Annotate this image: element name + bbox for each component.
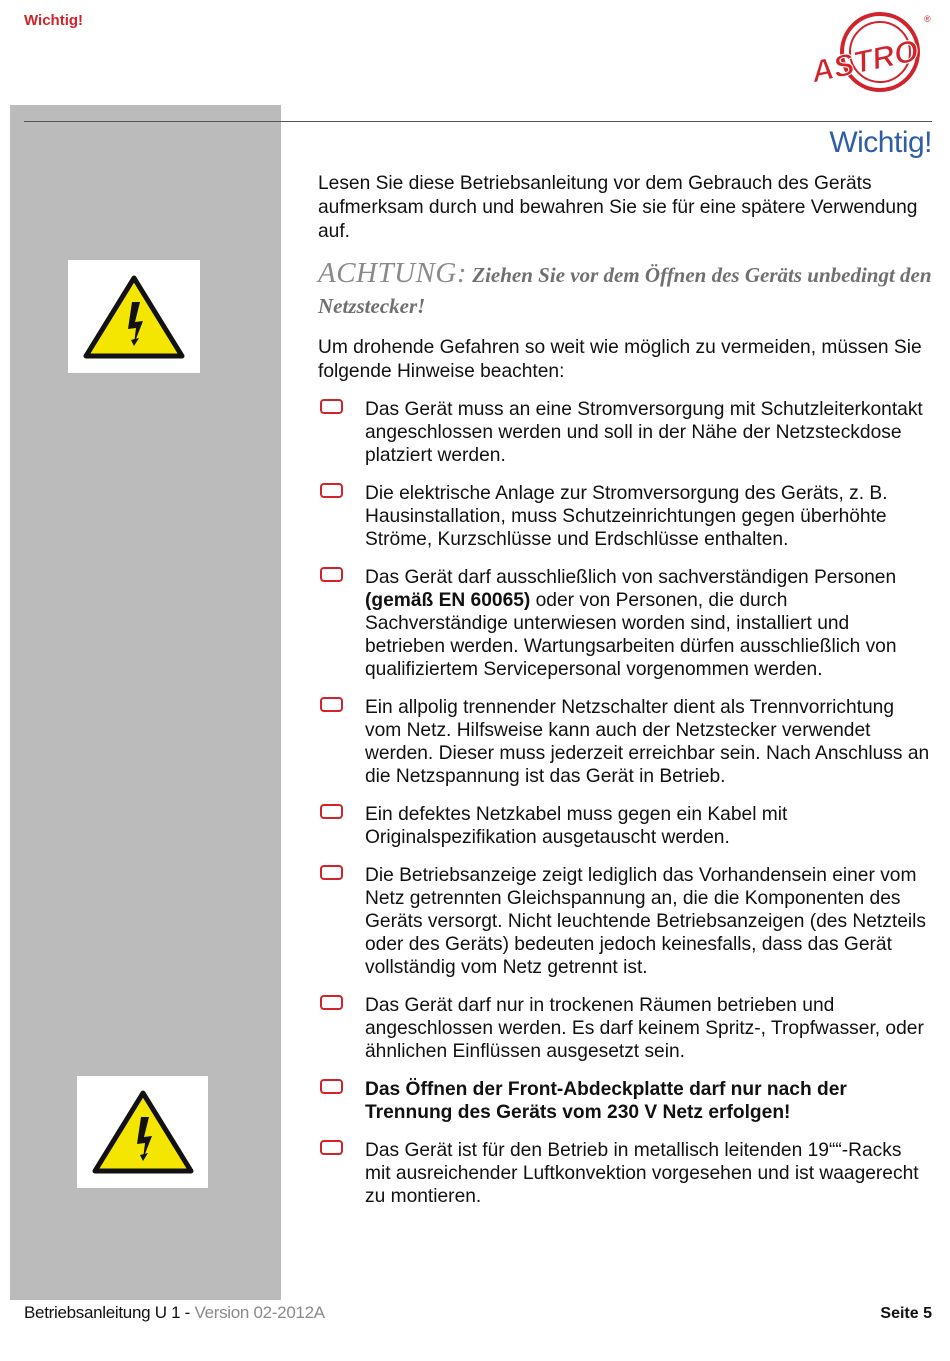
checkbox-bullet-icon bbox=[320, 483, 343, 498]
high-voltage-warning-icon bbox=[91, 1089, 195, 1175]
list-item bbox=[318, 803, 932, 849]
checkbox-bullet-icon bbox=[320, 1140, 343, 1155]
list-item bbox=[318, 398, 932, 467]
svg-text:ASTRO: ASTRO bbox=[808, 32, 922, 90]
list-item-text: Die elektrische Anlage zur Stromversorgung des Geräts, z. B. Hausinstallation, muss Schutzeinrichtungen gegen überhöhte Ströme, Kurzschlüsse und Erdschlüsse enthalten. bbox=[365, 483, 888, 550]
footer-doc-info bbox=[24, 1303, 325, 1323]
lead-paragraph: Um drohende Gefahren so weit wie möglich zu vermeiden, müssen Sie folgende Hinweise beachten: bbox=[318, 337, 922, 382]
warning-sign-bottom bbox=[77, 1076, 208, 1188]
footer-version: Version 02-2012A bbox=[194, 1303, 325, 1322]
list-item bbox=[318, 864, 932, 979]
checkbox-bullet-icon bbox=[320, 804, 343, 819]
checkbox-bullet-icon bbox=[320, 399, 343, 414]
high-voltage-warning-icon bbox=[82, 274, 186, 360]
list-item-text: Das Gerät muss an eine Stromversorgung mit Schutzleiterkontakt angeschlossen werden und soll in der Nähe der Netzsteckdose platziert werden. bbox=[365, 399, 923, 466]
list-item-text-bold: (gemäß EN 60065) bbox=[365, 590, 531, 611]
list-item-text-pre: Das Gerät darf ausschließlich von sachverständigen Personen bbox=[365, 567, 897, 588]
warning-sign-top bbox=[68, 260, 200, 373]
achtung-text: Ziehen Sie vor dem Öffnen des Geräts unbedingt den Netzstecker! bbox=[318, 263, 932, 318]
checkbox-bullet-icon bbox=[320, 1079, 343, 1094]
header-tag: Wichtig! bbox=[24, 12, 84, 29]
checkbox-bullet-icon bbox=[320, 567, 343, 582]
safety-list bbox=[318, 398, 932, 1208]
checkbox-bullet-icon bbox=[320, 697, 343, 712]
list-item-text: Die Betriebsanzeige zeigt lediglich das Vorhandensein einer vom Netz getrennten Gleichspannung an, die die Komponenten des Geräts versorgt. Nicht leuchtende Betriebsanzeigen (des Netzteils oder des Geräts) bedeuten jedoch keinesfalls, dass das Gerät vollständig vom Netz getrennt ist. bbox=[365, 865, 926, 978]
achtung-label: ACHTUNG: bbox=[318, 257, 468, 289]
list-item bbox=[318, 696, 932, 788]
footer-doc-title: Betriebsanleitung U 1 - bbox=[24, 1303, 195, 1322]
list-item-text: Ein defektes Netzkabel muss gegen ein Kabel mit Originalspezifikation ausgetauscht werden. bbox=[365, 804, 788, 848]
achtung-warning bbox=[318, 258, 932, 322]
main-content bbox=[318, 172, 932, 1223]
list-item-text-post: oder von Personen, die durch Sachverständige unterwiesen worden sind, installiert und betrieben werden. Wartungsarbeiten dürfen ausschließlich von qualifiziertem Servicepersonal vorgenommen werden. bbox=[365, 590, 897, 680]
list-item-text: Das Gerät darf nur in trockenen Räumen betrieben und angeschlossen werden. Es darf keinem Spritz-, Tropfwasser, oder ähnlichen Einflüssen ausgesetzt sein. bbox=[365, 995, 924, 1062]
astro-logo bbox=[806, 8, 938, 98]
intro-paragraph: Lesen Sie diese Betriebsanleitung vor dem Gebrauch des Geräts aufmerksam durch und bewahren Sie sie für eine spätere Verwendung auf. bbox=[318, 173, 918, 242]
header-rule bbox=[24, 121, 932, 122]
list-item bbox=[318, 1078, 932, 1124]
checkbox-bullet-icon bbox=[320, 865, 343, 880]
checkbox-bullet-icon bbox=[320, 995, 343, 1010]
list-item bbox=[318, 566, 932, 681]
list-item-text: Das Gerät ist für den Betrieb in metallisch leitenden 19““-Racks mit ausreichender Luftkonvektion vorgesehen und ist waagerecht zu montieren. bbox=[365, 1140, 919, 1207]
svg-text:®: ® bbox=[924, 14, 931, 24]
section-title: Wichtig! bbox=[829, 126, 932, 159]
list-item bbox=[318, 994, 932, 1063]
list-item-text: Ein allpolig trennender Netzschalter dient als Trennvorrichtung vom Netz. Hilfsweise kann auch der Netzstecker verwendet werden. Dieser muss jederzeit erreichbar sein. Nach Anschluss an die Netzspannung ist das Gerät in Betrieb. bbox=[365, 697, 930, 787]
page-number: Seite 5 bbox=[880, 1305, 932, 1322]
list-item bbox=[318, 1139, 932, 1208]
list-item-text-bold: Das Öffnen der Front-Abdeckplatte darf nur nach der Trennung des Geräts vom 230 V Netz erfolgen! bbox=[365, 1079, 847, 1123]
list-item bbox=[318, 482, 932, 551]
